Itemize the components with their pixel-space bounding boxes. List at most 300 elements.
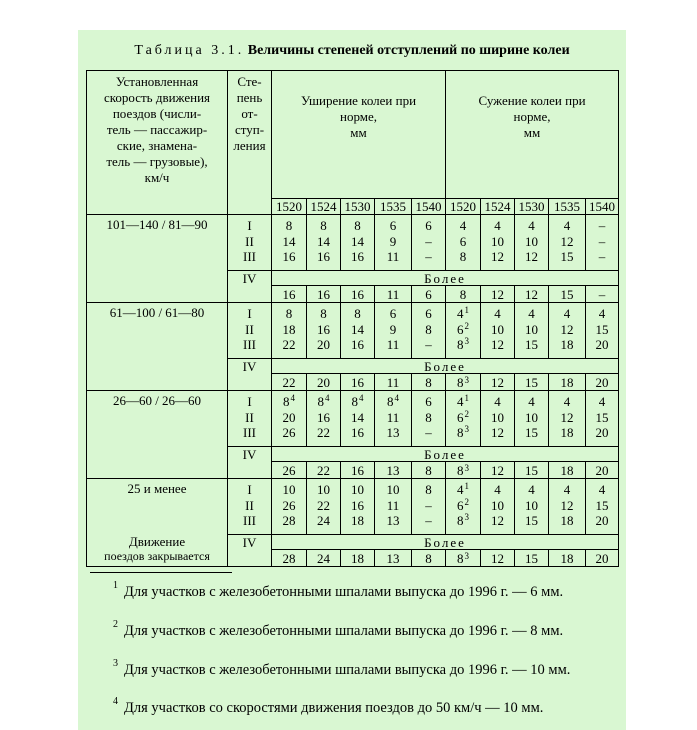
speed-value: 61—100 / 61—80 xyxy=(109,305,205,320)
cell-value: 4 xyxy=(459,218,467,233)
value-cell: 16 xyxy=(272,286,307,303)
cell-value: 26 xyxy=(282,425,296,440)
cell-value: 11 xyxy=(386,337,400,352)
widening-header-line: Уширение колеи при xyxy=(300,93,417,108)
cell-value: 11 xyxy=(386,249,400,264)
widening-header-line: норме, xyxy=(339,109,377,124)
cell-value: 4 xyxy=(528,306,535,321)
cell-value: 8 xyxy=(425,409,432,425)
cell-value: 8 xyxy=(285,306,293,321)
value-cell xyxy=(412,303,446,359)
cell-value: 8 xyxy=(425,482,432,497)
gauge-header-1520: 1520 xyxy=(446,199,481,215)
cell-value: 15 xyxy=(595,409,609,425)
cell-value: $6^2$ xyxy=(457,320,469,337)
footnote-text: Для участков с железобетонными шпалами выпуска до 1996 г. — 6 мм. xyxy=(124,584,564,600)
value-cell: $8^3$ xyxy=(446,550,481,567)
footnote-text: Для участков со скоростями движения поездов до 50 км/ч — 10 мм. xyxy=(124,700,544,716)
value-cell: 8 xyxy=(446,286,481,303)
cell-value: 10 xyxy=(491,497,504,513)
degree-header-line: ления xyxy=(233,138,266,153)
value-cell xyxy=(586,303,619,359)
cell-value: 8 xyxy=(425,321,432,337)
cell-value: $8^3$ xyxy=(457,512,469,528)
cell-value: 10 xyxy=(525,409,538,425)
footnote-ref: 4 xyxy=(290,393,295,403)
cell-value: 16 xyxy=(351,497,364,513)
footnote-divider xyxy=(90,572,232,573)
cell-value: 20 xyxy=(595,337,609,352)
footnote-ref: 3 xyxy=(464,550,469,561)
cell-value: 22 xyxy=(317,497,330,513)
value-cell: 8 xyxy=(412,462,446,479)
cell-value: 10 xyxy=(491,409,504,425)
value-cell: 15 xyxy=(515,462,549,479)
value-cell: 12 xyxy=(481,462,515,479)
value-cell xyxy=(307,479,341,535)
value-cell: 20 xyxy=(307,374,341,391)
cell-value: 28 xyxy=(282,513,296,528)
speed-header-line: скорость движения xyxy=(103,90,211,105)
value-cell: 18 xyxy=(549,550,586,567)
more-label: Более xyxy=(272,359,619,374)
gauge-header-1540: 1540 xyxy=(412,199,446,215)
cell-value: 4 xyxy=(563,306,571,321)
footnote-ref: 3 xyxy=(464,512,469,522)
value-cell: 18 xyxy=(549,462,586,479)
value-cell xyxy=(412,391,446,447)
cell-value: 8 xyxy=(285,218,293,233)
cell-value: 20 xyxy=(317,337,330,352)
value-cell xyxy=(549,479,586,535)
narrowing-header-line: мм xyxy=(523,125,541,140)
cell-value: 10 xyxy=(491,321,504,337)
value-cell xyxy=(412,479,446,535)
degree-value: III xyxy=(243,337,256,352)
degree-header-line: от- xyxy=(241,106,258,121)
cell-value: 16 xyxy=(351,249,364,264)
cell-value: 18 xyxy=(351,513,364,528)
cell-value: 4 xyxy=(563,482,571,497)
value-cell xyxy=(586,391,619,447)
cell-value: 6 xyxy=(389,306,397,321)
value-cell xyxy=(586,479,619,535)
caption-label: Таблица 3.1. xyxy=(134,43,245,58)
footnote-ref: 2 xyxy=(464,496,469,507)
speed-header-line: тель — грузовые), xyxy=(106,154,208,169)
cell-value: – xyxy=(598,233,606,249)
speed-value: 26—60 / 26—60 xyxy=(112,393,202,408)
value-cell: 20 xyxy=(586,374,619,391)
value-cell xyxy=(375,391,412,447)
footnote xyxy=(90,619,610,640)
cell-value: 6 xyxy=(425,218,432,233)
cell-value: $8^3$ xyxy=(457,424,469,440)
cell-value: – xyxy=(598,249,606,264)
degree-cell xyxy=(228,479,272,535)
cell-value: 10 xyxy=(491,233,504,249)
table-row xyxy=(87,303,619,359)
value-cell xyxy=(549,215,586,271)
caption-title: Величины степеней отступлений по ширине колеи xyxy=(247,43,570,58)
cell-value: 14 xyxy=(317,233,330,249)
degree-cell: IV xyxy=(228,271,272,303)
cell-value: 14 xyxy=(351,321,364,337)
value-cell: – xyxy=(586,286,619,303)
cell-value: 8 xyxy=(320,306,327,321)
cell-value: 9 xyxy=(389,321,397,337)
gauge-header-1530: 1530 xyxy=(341,199,375,215)
cell-value: 24 xyxy=(317,513,330,528)
value-cell: 28 xyxy=(272,550,307,567)
gauge-header-1520: 1520 xyxy=(272,199,307,215)
cell-value: $8^3$ xyxy=(457,336,469,352)
degree-header xyxy=(228,71,272,215)
speed-note-line: Движение xyxy=(128,534,186,549)
value-cell xyxy=(272,215,307,271)
cell-value: 15 xyxy=(525,425,538,440)
cell-value: 4 xyxy=(494,482,501,497)
cell-value: 20 xyxy=(282,409,296,425)
degree-value: II xyxy=(245,321,254,337)
value-cell: 24 xyxy=(307,550,341,567)
narrowing-header xyxy=(446,71,619,199)
speed-header xyxy=(87,71,228,215)
cell-value: 16 xyxy=(317,321,330,337)
footnote-ref: 1 xyxy=(464,305,469,315)
narrowing-header-line: Сужение колеи при xyxy=(478,93,586,108)
value-cell: 26 xyxy=(272,462,307,479)
value-cell xyxy=(307,391,341,447)
cell-value: $4^1$ xyxy=(457,305,469,321)
value-cell: $8^3$ xyxy=(446,462,481,479)
cell-value: – xyxy=(425,497,432,513)
cell-value: 4 xyxy=(528,482,535,497)
cell-value: 6 xyxy=(425,394,432,409)
cell-value: 15 xyxy=(525,337,538,352)
cell-value: 12 xyxy=(491,513,504,528)
degree-cell xyxy=(228,303,272,359)
table-row xyxy=(87,215,619,271)
speed-cell xyxy=(87,303,228,391)
degree-value: III xyxy=(243,513,256,528)
value-cell xyxy=(515,215,549,271)
cell-value: 22 xyxy=(282,337,296,352)
widening-header xyxy=(272,71,446,199)
speed-note-line: поездов закрывается xyxy=(104,549,210,563)
cell-value: 10 xyxy=(525,497,538,513)
gauge-header-1535: 1535 xyxy=(375,199,412,215)
cell-value: 4 xyxy=(528,218,535,233)
cell-value: 4 xyxy=(528,394,535,409)
cell-value: 14 xyxy=(351,409,364,425)
footnote-ref: 4 xyxy=(359,393,364,403)
cell-value: 13 xyxy=(386,513,400,528)
footnote-ref: 4 xyxy=(325,393,330,403)
speed-header-line: ские, знамена- xyxy=(116,138,198,153)
value-cell: 13 xyxy=(375,550,412,567)
cell-value: 12 xyxy=(560,321,574,337)
cell-value: – xyxy=(425,249,432,264)
narrowing-header-line: норме, xyxy=(513,109,551,124)
value-cell xyxy=(515,479,549,535)
cell-value: 8 xyxy=(354,306,361,321)
value-cell xyxy=(446,479,481,535)
footnote-ref: 3 xyxy=(464,462,469,473)
cell-value: – xyxy=(425,513,432,528)
cell-value: 16 xyxy=(351,337,364,352)
gauge-header-1524: 1524 xyxy=(307,199,341,215)
value-cell xyxy=(481,479,515,535)
footnote-ref: 4 xyxy=(394,393,399,403)
value-cell xyxy=(272,303,307,359)
gauge-header-1540: 1540 xyxy=(586,199,619,215)
footnote-ref: 3 xyxy=(464,424,469,434)
cell-value: 4 xyxy=(494,306,501,321)
value-cell: 15 xyxy=(549,286,586,303)
cell-value: 12 xyxy=(560,497,574,513)
cell-value: 6 xyxy=(425,306,432,321)
cell-value: $8^4$ xyxy=(387,393,399,409)
speed-header-line: тель — пассажир- xyxy=(106,122,208,137)
degree-value: I xyxy=(247,394,252,409)
value-cell xyxy=(549,303,586,359)
cell-value: $8^4$ xyxy=(283,393,295,409)
table-body xyxy=(87,215,619,567)
value-cell xyxy=(446,215,481,271)
value-cell xyxy=(586,215,619,271)
deviation-table xyxy=(86,70,619,567)
cell-value: 18 xyxy=(560,513,574,528)
value-cell: 16 xyxy=(307,286,341,303)
value-cell xyxy=(341,391,375,447)
value-cell: 16 xyxy=(341,462,375,479)
value-cell xyxy=(481,303,515,359)
cell-value: 4 xyxy=(494,394,501,409)
value-cell xyxy=(515,303,549,359)
gauge-header-1524: 1524 xyxy=(481,199,515,215)
speed-cell xyxy=(87,479,228,567)
cell-value: 10 xyxy=(317,482,330,497)
cell-value: – xyxy=(425,337,432,352)
cell-value: 12 xyxy=(491,425,504,440)
cell-value: 16 xyxy=(317,409,330,425)
value-cell: 13 xyxy=(375,462,412,479)
footnote-text: Для участков с железобетонными шпалами выпуска до 1996 г. — 10 мм. xyxy=(124,662,571,678)
value-cell: 12 xyxy=(481,550,515,567)
cell-value: $8^4$ xyxy=(317,393,330,409)
cell-value: 22 xyxy=(317,425,330,440)
cell-value: 8 xyxy=(459,249,467,264)
table-row xyxy=(87,391,619,447)
cell-value: 10 xyxy=(525,233,538,249)
value-cell: 16 xyxy=(341,374,375,391)
cell-value: 10 xyxy=(282,482,296,497)
footnote xyxy=(90,580,610,601)
degree-cell: IV xyxy=(228,359,272,391)
cell-value: 6 xyxy=(389,218,397,233)
value-cell: 12 xyxy=(481,374,515,391)
speed-header-line: Установленная xyxy=(115,74,199,89)
cell-value: – xyxy=(425,233,432,249)
cell-value: 12 xyxy=(560,409,574,425)
cell-value: 18 xyxy=(282,321,296,337)
value-cell: 15 xyxy=(515,550,549,567)
cell-value: – xyxy=(425,425,432,440)
cell-value: 4 xyxy=(494,218,501,233)
speed-value: 101—140 / 81—90 xyxy=(106,217,208,232)
cell-value: 18 xyxy=(560,337,574,352)
cell-value: 15 xyxy=(525,513,538,528)
value-cell xyxy=(446,303,481,359)
value-cell: 20 xyxy=(586,550,619,567)
value-cell xyxy=(307,215,341,271)
cell-value: 12 xyxy=(491,249,504,264)
footnote-ref: 1 xyxy=(464,481,469,491)
cell-value: $6^2$ xyxy=(457,408,469,425)
cell-value: 12 xyxy=(560,233,574,249)
footnote-mark: 3 xyxy=(113,658,118,669)
value-cell xyxy=(549,391,586,447)
value-cell: 11 xyxy=(375,286,412,303)
cell-value: 16 xyxy=(351,425,364,440)
widening-header-line: мм xyxy=(350,125,367,140)
footnote-ref: 3 xyxy=(464,336,469,346)
speed-cell xyxy=(87,391,228,479)
cell-value: 16 xyxy=(282,249,296,264)
footnote xyxy=(90,658,610,679)
cell-value: 14 xyxy=(351,233,364,249)
cell-value: 12 xyxy=(491,337,504,352)
cell-value: 15 xyxy=(560,249,574,264)
speed-header-line: поездов (числи- xyxy=(112,106,202,121)
cell-value: 26 xyxy=(282,497,296,513)
value-cell: $8^3$ xyxy=(446,374,481,391)
value-cell xyxy=(375,215,412,271)
cell-value: 15 xyxy=(595,321,609,337)
footnote-ref: 3 xyxy=(464,374,469,385)
value-cell: 12 xyxy=(515,286,549,303)
degree-cell: IV xyxy=(228,535,272,567)
footnote-ref: 2 xyxy=(464,408,469,419)
value-cell xyxy=(481,215,515,271)
cell-value: 10 xyxy=(351,482,364,497)
cell-value: $8^4$ xyxy=(351,393,364,409)
gauge-header-1530: 1530 xyxy=(515,199,549,215)
value-cell xyxy=(481,391,515,447)
value-cell: 12 xyxy=(481,286,515,303)
cell-value: 8 xyxy=(320,218,327,233)
value-cell xyxy=(272,391,307,447)
value-cell: 6 xyxy=(412,286,446,303)
value-cell: 18 xyxy=(549,374,586,391)
cell-value: 8 xyxy=(354,218,361,233)
cell-value: 18 xyxy=(560,425,574,440)
more-label: Более xyxy=(272,447,619,462)
cell-value: 10 xyxy=(386,482,400,497)
document-page xyxy=(78,30,626,730)
cell-value: 4 xyxy=(563,394,571,409)
footnote-ref: 1 xyxy=(464,393,469,403)
cell-value: 4 xyxy=(598,306,606,321)
cell-value: 10 xyxy=(525,321,538,337)
degree-value: I xyxy=(247,218,252,233)
more-label: Более xyxy=(272,271,619,286)
degree-value: II xyxy=(245,409,254,425)
value-cell xyxy=(272,479,307,535)
table-row xyxy=(87,479,619,535)
value-cell: 16 xyxy=(341,286,375,303)
value-cell: 22 xyxy=(272,374,307,391)
degree-header-line: пень xyxy=(236,90,263,105)
value-cell xyxy=(341,479,375,535)
cell-value: 11 xyxy=(386,409,400,425)
degree-cell xyxy=(228,215,272,271)
cell-value: 15 xyxy=(595,497,609,513)
value-cell: 20 xyxy=(586,462,619,479)
cell-value: 13 xyxy=(386,425,400,440)
value-cell xyxy=(341,303,375,359)
cell-value: $4^1$ xyxy=(457,393,469,409)
degree-value: II xyxy=(245,497,254,513)
speed-header-line: км/ч xyxy=(144,170,170,185)
gauge-header-1535: 1535 xyxy=(549,199,586,215)
degree-value: III xyxy=(243,249,256,264)
value-cell: 8 xyxy=(412,550,446,567)
value-cell: 8 xyxy=(412,374,446,391)
cell-value: 4 xyxy=(598,482,606,497)
value-cell xyxy=(341,215,375,271)
degree-header-line: Сте- xyxy=(237,74,262,89)
footnote-text: Для участков с железобетонными шпалами выпуска до 1996 г. — 8 мм. xyxy=(124,623,564,639)
degree-value: I xyxy=(247,482,252,497)
footnote-ref: 2 xyxy=(464,320,469,331)
value-cell: 11 xyxy=(375,374,412,391)
cell-value: 9 xyxy=(389,233,397,249)
degree-value: III xyxy=(243,425,256,440)
cell-value: 4 xyxy=(563,218,571,233)
footnote-mark: 2 xyxy=(113,619,118,630)
value-cell xyxy=(412,215,446,271)
cell-value: 20 xyxy=(595,513,609,528)
speed-value: 25 и менее xyxy=(127,481,187,496)
value-cell: 15 xyxy=(515,374,549,391)
value-cell: 22 xyxy=(307,462,341,479)
value-cell xyxy=(307,303,341,359)
value-cell: 18 xyxy=(341,550,375,567)
cell-value: 4 xyxy=(598,394,606,409)
degree-header-line: ступ- xyxy=(234,122,265,137)
footnote-mark: 1 xyxy=(113,580,118,591)
cell-value: $6^2$ xyxy=(457,496,469,513)
cell-value: $4^1$ xyxy=(457,481,469,497)
degree-cell: IV xyxy=(228,447,272,479)
value-cell xyxy=(446,391,481,447)
cell-value: 20 xyxy=(595,425,609,440)
degree-value: I xyxy=(247,306,252,321)
value-cell xyxy=(375,303,412,359)
cell-value: 6 xyxy=(459,233,467,249)
table-caption xyxy=(78,43,626,59)
more-label: Более xyxy=(272,535,619,550)
cell-value: – xyxy=(598,218,606,233)
degree-value: II xyxy=(245,233,254,249)
cell-value: 14 xyxy=(282,233,296,249)
footnote xyxy=(90,696,610,717)
speed-cell xyxy=(87,215,228,303)
value-cell xyxy=(515,391,549,447)
value-cell xyxy=(375,479,412,535)
